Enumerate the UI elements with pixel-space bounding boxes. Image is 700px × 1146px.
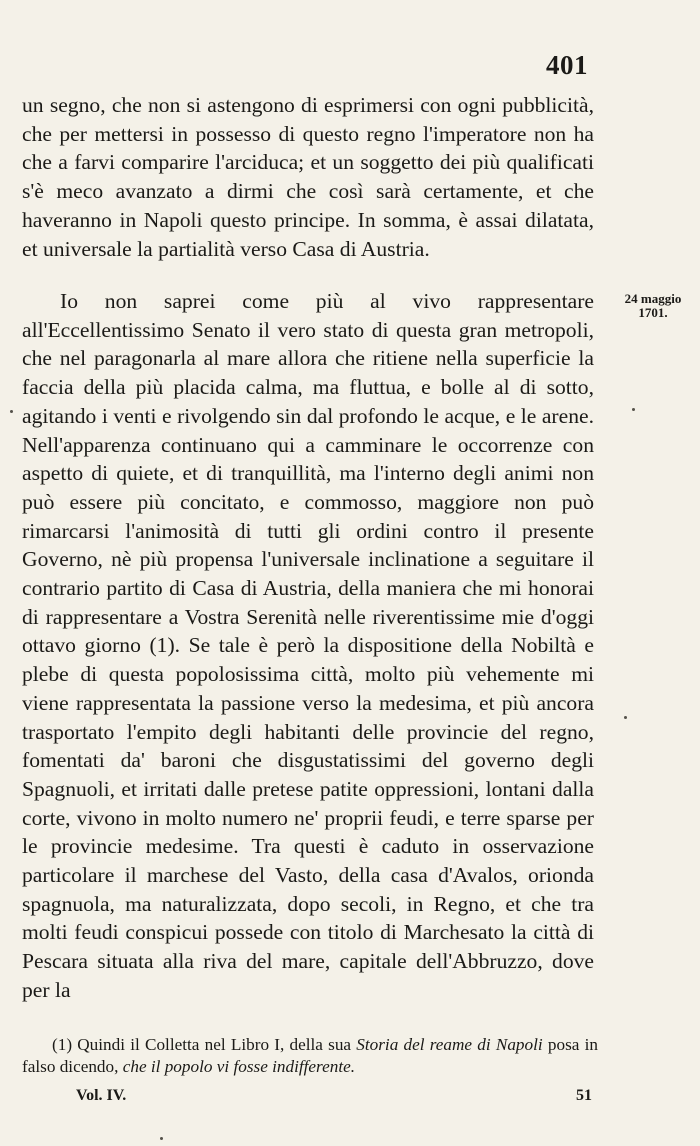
footnote-work-title: Storia del reame di Napoli [356, 1035, 543, 1054]
footnote-middle: posa in falso dicendo, [22, 1035, 598, 1076]
signature-volume: Vol. IV. [76, 1087, 127, 1104]
footnote-prefix: (1) Quindi il Colletta nel Libro I, della sua [52, 1035, 357, 1054]
footnote [22, 1034, 598, 1078]
footnote-text [22, 1034, 598, 1078]
paper-speck [632, 408, 635, 411]
paragraph-1: un segno, che non si astengono di esprimersi con ogni pubblicità, che per mettersi in possesso di questo regno l'imperatore non ha che a farvi comparire l'arciduca; et un soggetto dei più qualificati s'è meco avanzato a dirmi che così sarà certamente, et che haveranno in Napoli questo principe. In somma, è assai dilatata, et universale la partialità verso Casa di Austria. [22, 93, 594, 261]
signature-sheet: 51 [576, 1087, 592, 1104]
margin-note-day: 24 maggio [624, 291, 682, 306]
margin-note-year: 1701. [638, 305, 668, 320]
paper-speck [624, 716, 627, 719]
margin-note-date [608, 292, 698, 320]
page-number: 401 [546, 50, 588, 80]
paragraph-2: Io non saprei come più al vivo rappresentare all'Eccellentissimo Senato il vero stato di questa gran metropoli, che nel paragonarla al mare allora che ritiene nella superficie la faccia della più placida calma, ma fluttua, e bolle al di sotto, agitando i venti e rivolgendo sin dal profondo le acque, e le arene. Nell'apparenza continuano qui a camminare le occorrenze con aspetto di quiete, et di tranquillità, ma l'interno degli animi non può essere più concitato, e commosso, maggiore non può rimarcarsi l'animosità di tutti gli ordini contro il presente Governo, nè più propensa l'universale inclinatione a seguitare il contrario partito di Casa di Austria, della maniera che mi honorai di rappresentare a Vostra Serenità nelle riverentissime mie d'oggi ottavo giorno (1). Se tale è però la dispositione della Nobiltà e plebe di questa popolosissima città, molto più vehemente mi viene rappresentata la passione verso la medesima, et più ancora trasportato l'empito degli habitanti delle provincie del regno, fomentati da' baroni che disgustatissimi del governo degli Spagnuoli, et irritati dalle pretese patite oppressioni, lontani dalla corte, vivono in molto numero ne' proprii feudi, e terre sparse per le provincie medesime. Tra questi è caduto in osservazione particolare il marchese del Vasto, della casa d'Avalos, orionda spagnuola, ma naturalizzata, dopo secoli, in Regno, et che tra molti feudi conspicui possede con titolo di Marchesato la città di Pescara situata alla riva del mare, capitale dell'Abbruzzo, dove per la [22, 289, 594, 1002]
printer-signature [76, 1087, 592, 1105]
paragraph-1-block [22, 91, 594, 263]
paper-speck [160, 1137, 163, 1140]
paragraph-2-block [22, 287, 594, 1005]
footnote-quote: che il popolo vi fosse indifferente. [122, 1057, 356, 1076]
paper-speck [10, 410, 13, 413]
